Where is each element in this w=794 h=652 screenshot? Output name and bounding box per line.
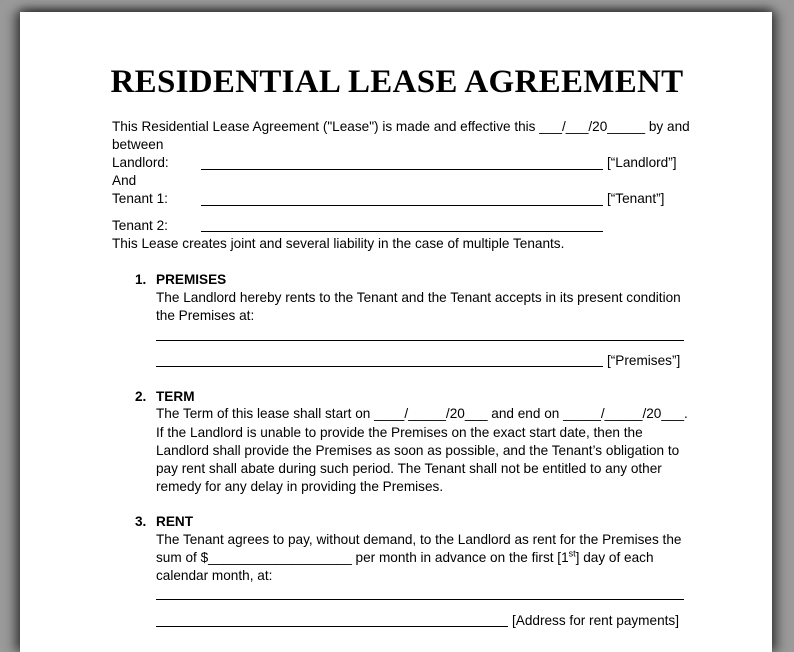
landlord-blank[interactable] <box>201 169 603 170</box>
term-line-2: If the Landlord is unable to provide the Premises on the exact start date, then the <box>156 425 643 440</box>
term-line-5: remedy for any delay in providing the Premises. <box>156 479 444 494</box>
term-line-3: Landlord shall provide the Premises as soon as possible, and the Tenant’s obligation to <box>156 443 680 458</box>
term-line-4: pay rent shall abate during such period. The Tenant shall not be entitled to any other <box>156 461 662 476</box>
document-title: RESIDENTIAL LEASE AGREEMENT <box>110 64 684 100</box>
premises-address-blank-2[interactable] <box>156 366 603 367</box>
rent-line-2 <box>156 549 654 567</box>
rent-line-2-b: ] day of each <box>575 550 654 565</box>
rent-line-3: calendar month, at: <box>156 568 273 583</box>
rent-address-suffix: [Address for rent payments] <box>512 613 679 628</box>
tenant2-blank[interactable] <box>201 231 603 232</box>
rent-address-blank-2[interactable] <box>156 626 508 627</box>
tenant1-blank[interactable] <box>201 205 603 206</box>
term-heading: TERM <box>156 389 195 404</box>
rent-line-1: The Tenant agrees to pay, without demand, to the Landlord as rent for the Premises the <box>156 532 682 547</box>
rent-line-2-sup: st <box>568 548 576 559</box>
rent-number: 3. <box>135 514 147 529</box>
premises-heading: PREMISES <box>156 272 227 287</box>
intro-line-1: This Residential Lease Agreement ("Lease") is made and effective this ___/___/20_____ by and <box>112 119 690 134</box>
premises-suffix: [“Premises”] <box>607 353 681 368</box>
premises-line-1: The Landlord hereby rents to the Tenant and the Tenant accepts in its present condition <box>156 290 681 305</box>
tenant2-label: Tenant 2: <box>112 218 168 233</box>
premises-number: 1. <box>135 272 147 287</box>
tenant1-label: Tenant 1: <box>112 191 168 206</box>
term-number: 2. <box>135 389 147 404</box>
rent-line-2-a: sum of $___________________ per month in advance on the first [1 <box>156 550 569 565</box>
term-line-1: The Term of this lease shall start on ____/_____/20___ and end on _____/_____/20___. <box>156 406 688 421</box>
rent-address-blank-1[interactable] <box>156 599 684 600</box>
and-label: And <box>112 173 137 188</box>
premises-line-2: the Premises at: <box>156 308 255 323</box>
landlord-label: Landlord: <box>112 155 169 170</box>
tenant1-suffix: [“Tenant”] <box>607 191 665 206</box>
premises-address-blank-1[interactable] <box>156 340 684 341</box>
rent-heading: RENT <box>156 514 194 529</box>
intro-line-2: between <box>112 137 164 152</box>
landlord-suffix: [“Landlord”] <box>607 155 677 170</box>
liability-text: This Lease creates joint and several liability in the case of multiple Tenants. <box>112 236 565 251</box>
